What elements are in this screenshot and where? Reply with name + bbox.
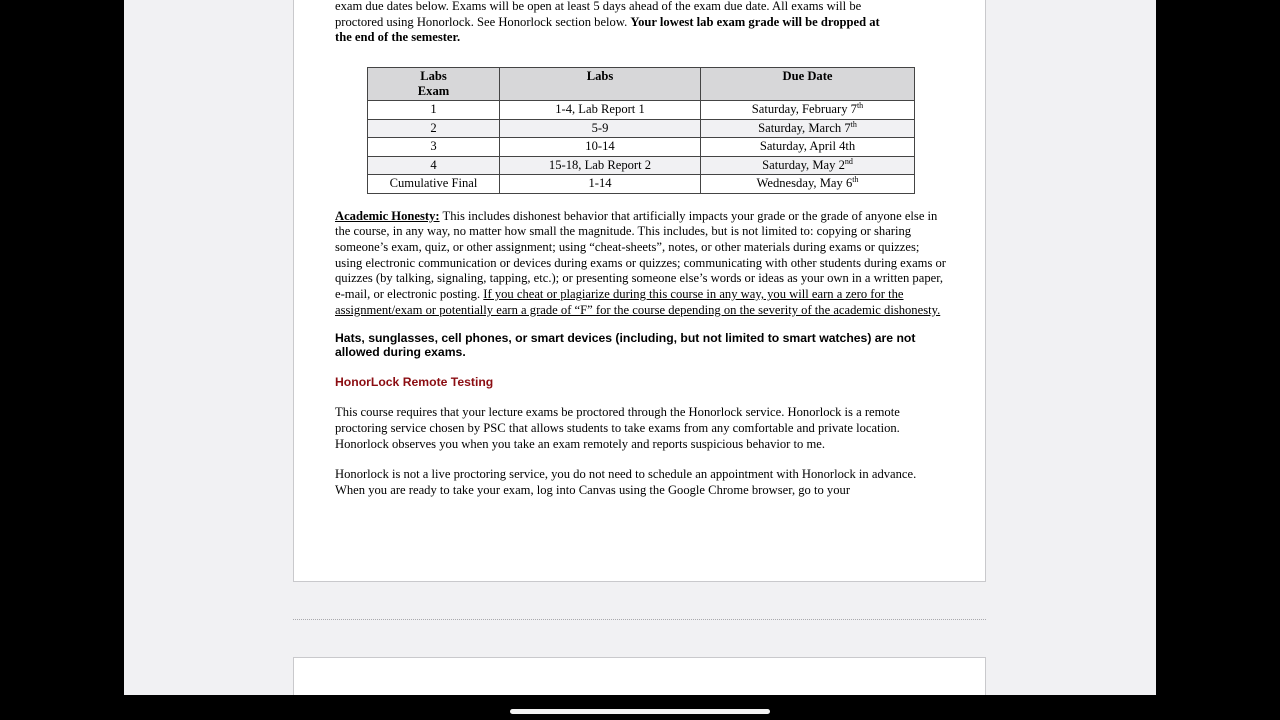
table-row — [368, 138, 915, 157]
honorlock-heading: HonorLock Remote Testing — [335, 374, 494, 389]
cell-exam: 1 — [368, 101, 500, 120]
intro-line-1: exam due dates below. Exams will be open at least 5 days ahead of the exam due date. All exams will be — [335, 0, 862, 13]
cell-labs: 1-14 — [500, 175, 701, 194]
table-row — [368, 156, 915, 175]
table-row — [368, 101, 915, 120]
cell-due-date: Saturday, February 7th — [701, 101, 915, 120]
lowest-grade-notice: Your lowest lab exam grade will be dropped at — [630, 14, 880, 29]
devices-notice: Hats, sunglasses, cell phones, or smart devices (including, but not limited to smart watches) are not allowed during exams. — [335, 330, 916, 360]
honorlock-paragraph-2: Honorlock is not a live proctoring service, you do not need to schedule an appointment with Honorlock in advance. When you are ready to take your exam, log into Canvas using the Google Chrome browser, go to your — [335, 467, 917, 498]
header-labs: Labs — [500, 68, 701, 101]
cell-due-date: Saturday, March 7th — [701, 119, 915, 138]
intro-paragraph — [335, 0, 947, 46]
cell-labs: 1-4, Lab Report 1 — [500, 101, 701, 120]
page-content — [335, 0, 947, 499]
cell-labs: 15-18, Lab Report 2 — [500, 156, 701, 175]
cell-exam: 4 — [368, 156, 500, 175]
lowest-grade-notice-end: the end of the semester. — [335, 30, 461, 45]
table-header-row — [368, 68, 915, 101]
cell-exam: 3 — [368, 138, 500, 157]
intro-line-2: proctored using Honorlock. See Honorlock section below. — [335, 14, 631, 29]
cell-due-date: Saturday, April 4th — [701, 138, 915, 157]
cell-due-date: Saturday, May 2nd — [701, 156, 915, 175]
next-document-page — [293, 657, 986, 695]
table-row — [368, 119, 915, 138]
lab-exam-schedule-table — [367, 67, 915, 194]
cell-exam: 2 — [368, 119, 500, 138]
honorlock-paragraph-1: This course requires that your lecture exams be proctored through the Honorlock service. Honorlock is a remote proctoring service chosen by PSC that allows students to take exams from any comfortable and private location. Honorlock observes you when you take an exam remotely and reports suspicious behavior to me. — [335, 405, 900, 451]
cell-labs: 10-14 — [500, 138, 701, 157]
academic-honesty-body: This includes dishonest behavior that artificially impacts your grade or the grade of anyone else in the course, in any way, no matter how small the magnitude. This includes, but is not limited to: copying or sharing someone’s exam, quiz, or other assignment; using “cheat-sheets”, notes, or other materials during exams or quizzes; using electronic communication or devices during exams or quizzes; communicating with other students during exams or quizzes (by talking, signaling, tapping, etc.); or presenting someone else’s words or ideas as your own in a written paper, e-mail, or electronic posting. — [335, 208, 946, 302]
header-due-date: Due Date — [701, 68, 915, 101]
cell-exam: Cumulative Final — [368, 175, 500, 194]
document-viewer[interactable] — [124, 0, 1156, 695]
header-labs-exam: Labs Exam — [368, 68, 500, 101]
cell-labs: 5-9 — [500, 119, 701, 138]
academic-honesty-warning: If you cheat or plagiarize during this course in any way, you will earn a zero for the assignment/exam or potentially earn a grade of “F” for the course depending on the severity of the academic dishonesty. — [335, 287, 941, 317]
academic-honesty-paragraph — [335, 209, 947, 319]
table-row — [368, 175, 915, 194]
academic-honesty-label: Academic Honesty: — [335, 208, 440, 223]
page-separator — [293, 619, 986, 620]
document-page — [293, 0, 986, 582]
cell-due-date: Wednesday, May 6th — [701, 175, 915, 194]
home-indicator[interactable] — [510, 709, 770, 714]
